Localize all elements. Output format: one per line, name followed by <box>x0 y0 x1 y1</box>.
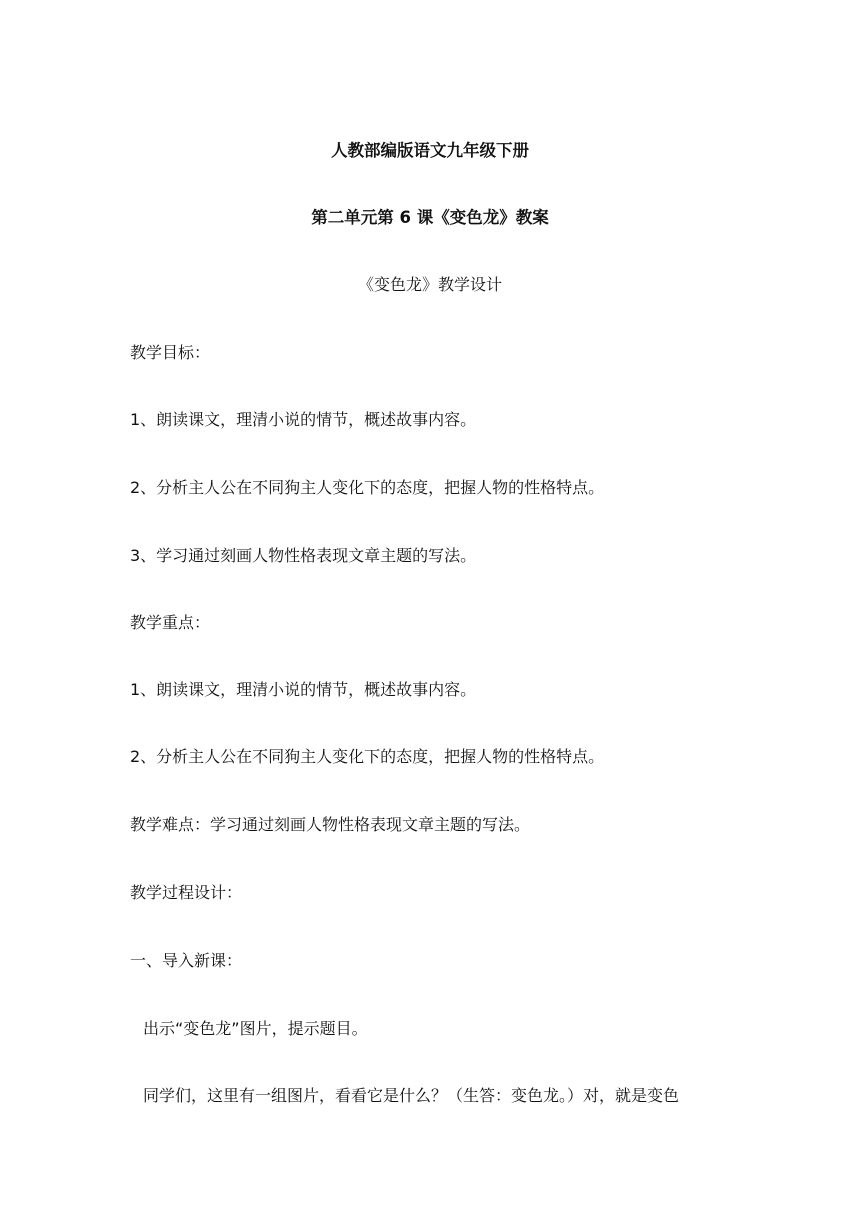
key-points-heading: 教学重点： <box>130 613 211 632</box>
key-point-item: 1、朗读课文，理清小说的情节，概述故事内容。 <box>130 680 477 699</box>
key-point-item: 2、分析主人公在不同狗主人变化下的态度，把握人物的性格特点。 <box>130 747 605 766</box>
objectives-heading: 教学目标： <box>130 343 211 362</box>
section-heading: 一、导入新课： <box>130 951 243 970</box>
paragraph: 出示“变色龙”图片，提示题目。 <box>143 1019 368 1038</box>
objective-item: 1、朗读课文，理清小说的情节，概述故事内容。 <box>130 410 477 429</box>
paragraph: 同学们，这里有一组图片，看看它是什么？（生答：变色龙。）对，就是变色 <box>143 1086 680 1105</box>
document-subtitle: 《变色龙》教学设计 <box>357 275 502 294</box>
process-heading: 教学过程设计： <box>130 883 243 902</box>
lesson-title: 第二单元第 6 课《变色龙》教案 <box>311 208 549 227</box>
document-title: 人教部编版语文九年级下册 <box>331 141 529 160</box>
objective-item: 3、学习通过刻画人物性格表现文章主题的写法。 <box>130 546 477 565</box>
objective-item: 2、分析主人公在不同狗主人变化下的态度，把握人物的性格特点。 <box>130 478 605 497</box>
difficulty-text: 教学难点：学习通过刻画人物性格表现文章主题的写法。 <box>130 815 531 834</box>
